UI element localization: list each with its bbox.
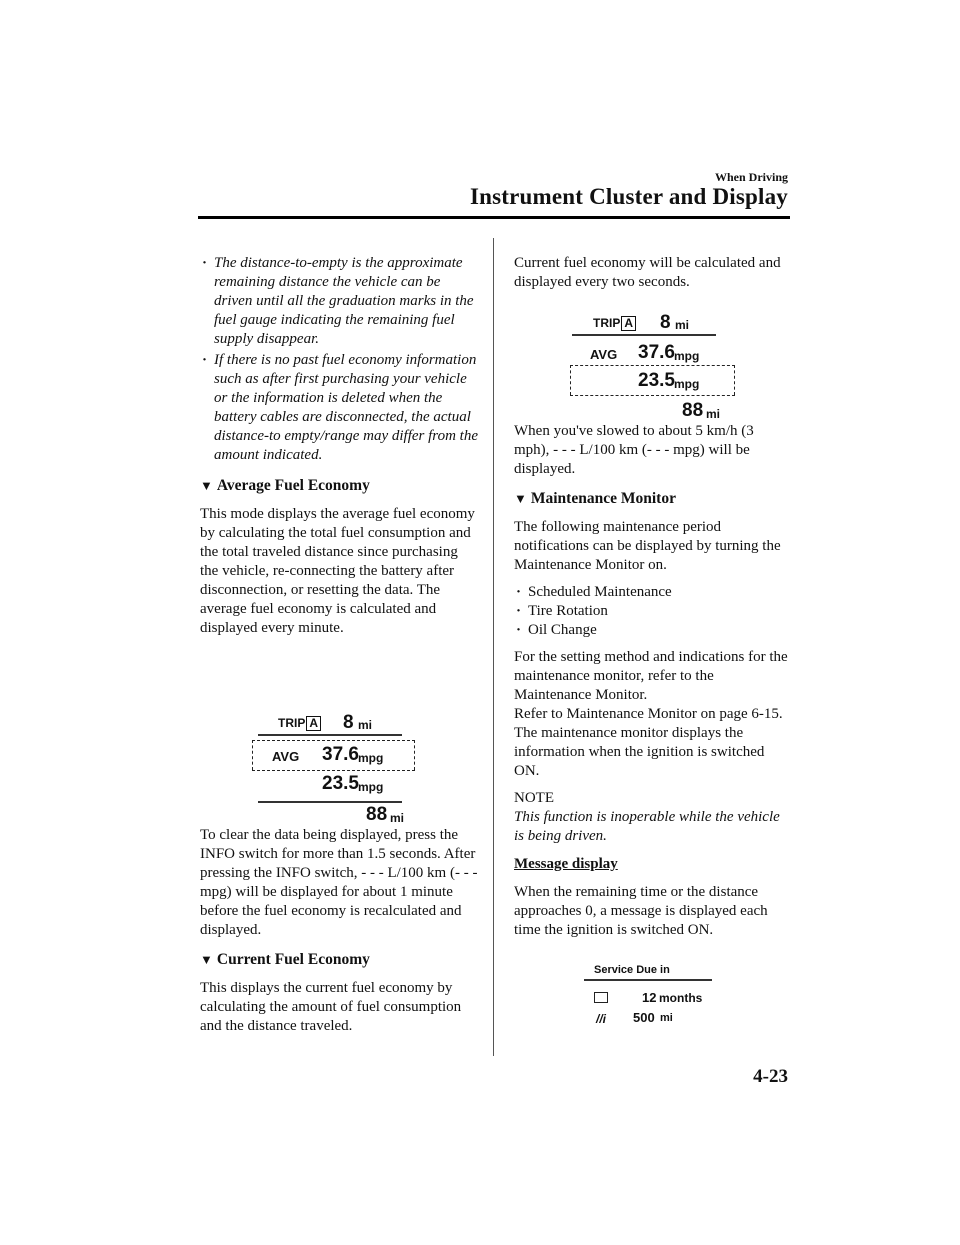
maint-item-scheduled: · Scheduled Maintenance — [514, 583, 790, 602]
left-column-lower — [200, 826, 478, 1036]
current-value: 23.5 — [638, 370, 675, 391]
message-display-paragraph: When the remaining time or the distance approaches 0, a message is displayed each time the ignition is switched ON. — [514, 884, 768, 938]
trip-underline — [572, 334, 716, 336]
current-fuel-heading — [200, 950, 478, 969]
avg-fuel-heading-text: Average Fuel Economy — [216, 477, 370, 494]
avg-fuel-paragraph: This mode displays the average fuel economy by calculating the total fuel consumption and the total traveled distance since purchasing the vehicle, re-connecting the battery after disconnection, or resetting the data. The average fuel economy is calculated and displayed every minute. — [200, 506, 475, 636]
avg-box-bottom — [252, 770, 415, 771]
monitor-paragraph: The maintenance monitor displays the information when the ignition is switched ON. — [514, 725, 765, 779]
trip-a-box: A — [621, 316, 636, 331]
header-rule — [198, 216, 790, 219]
months-unit: months — [659, 991, 703, 1005]
months-value: 12 — [642, 990, 657, 1005]
trip-underline — [258, 734, 402, 736]
setting-paragraph: For the setting method and indications for the maintenance monitor, refer to the Maintenance Monitor. — [514, 649, 788, 703]
current-value: 23.5 — [322, 773, 359, 794]
trip-value: 8 — [660, 312, 671, 333]
avg-unit: mpg — [358, 751, 384, 765]
distance-value: 500 — [633, 1010, 655, 1025]
page-number: 4-23 — [753, 1066, 788, 1087]
maintenance-heading-text: Maintenance Monitor — [530, 490, 676, 507]
note-label: NOTE — [514, 790, 554, 806]
trip-a-box: A — [306, 716, 321, 731]
current-unit: mpg — [358, 780, 384, 794]
section-label: When Driving — [714, 170, 788, 184]
maint-item-tire: · Tire Rotation — [514, 602, 790, 621]
maintenance-paragraph: The following maintenance period notifications can be displayed by turning the Maintenance Monitor on. — [514, 519, 781, 573]
distance-unit: mi — [660, 1012, 673, 1024]
range-value: 88 — [682, 400, 704, 421]
triangle-down-icon: ▼ — [514, 491, 527, 506]
fuel-display-average — [250, 712, 425, 827]
current-fuel-paragraph: This displays the current fuel economy by calculating the amount of fuel consumption and the distance traveled. — [200, 980, 462, 1034]
trip-unit: mi — [358, 718, 373, 732]
service-underline — [584, 979, 712, 981]
maint-item-oil: · Oil Change — [514, 621, 790, 640]
bullet-distance-to-empty: · The distance-to-empty is the approximate remaining distance the vehicle can be driven until all the graduation marks in the fuel gauge indicating the remaining fuel supply disappear. — [200, 254, 478, 349]
avg-value: 37.6 — [638, 342, 675, 363]
range-unit: mi — [706, 407, 721, 421]
maintenance-heading — [514, 489, 790, 508]
message-display-heading: Message display — [514, 856, 618, 872]
clear-data-paragraph: To clear the data being displayed, press the INFO switch for more than 1.5 seconds. After pressing the INFO switch, - - - L/100 km (- - - mpg) will be displayed for about 1 minute before the fuel economy is recalculated and displayed. — [200, 827, 478, 938]
avg-value: 37.6 — [322, 744, 359, 765]
fuel-display-current — [568, 312, 743, 427]
current-unit: mpg — [674, 377, 700, 391]
trip-text: TRIP — [278, 716, 306, 730]
trip-unit: mi — [675, 318, 690, 332]
bullet-no-past-info: · If there is no past fuel economy information such as after first purchasing your vehicle or the information is deleted when the battery cables are disconnected, the actual distance-to empty/range may differ from the amount indicated. — [200, 351, 478, 465]
trip-text: TRIP — [593, 316, 621, 330]
trip-label — [593, 316, 636, 331]
trip-value: 8 — [343, 712, 354, 733]
road-icon: //i — [596, 1012, 607, 1026]
refer-paragraph: Refer to Maintenance Monitor on page 6-15. — [514, 706, 783, 722]
service-title: Service Due in — [594, 964, 670, 976]
right-column-middle — [514, 422, 790, 940]
avg-fuel-heading — [200, 476, 478, 495]
avg-unit: mpg — [674, 349, 700, 363]
range-value: 88 — [366, 804, 388, 825]
note-text: This function is inoperable while the vehicle is being driven. — [514, 809, 780, 844]
current-fuel-heading-text: Current Fuel Economy — [216, 951, 370, 968]
triangle-down-icon: ▼ — [200, 478, 213, 493]
avg-label: AVG — [590, 347, 618, 362]
left-column — [200, 254, 478, 638]
column-divider — [493, 238, 494, 1056]
cur-box-bottom — [570, 395, 735, 396]
slowed-paragraph: When you've slowed to about 5 km/h (3 mph), - - - L/100 km (- - - mpg) will be displayed. — [514, 423, 754, 477]
service-due-display — [584, 962, 724, 1032]
triangle-down-icon: ▼ — [200, 952, 213, 967]
right-column-top — [514, 254, 790, 292]
range-line — [258, 801, 402, 803]
trip-label — [278, 716, 321, 731]
calendar-icon — [594, 992, 608, 1003]
page-title: Instrument Cluster and Display — [469, 184, 788, 209]
avg-label: AVG — [272, 749, 300, 764]
range-unit: mi — [390, 811, 405, 825]
current-calc-paragraph: Current fuel economy will be calculated and displayed every two seconds. — [514, 255, 781, 290]
